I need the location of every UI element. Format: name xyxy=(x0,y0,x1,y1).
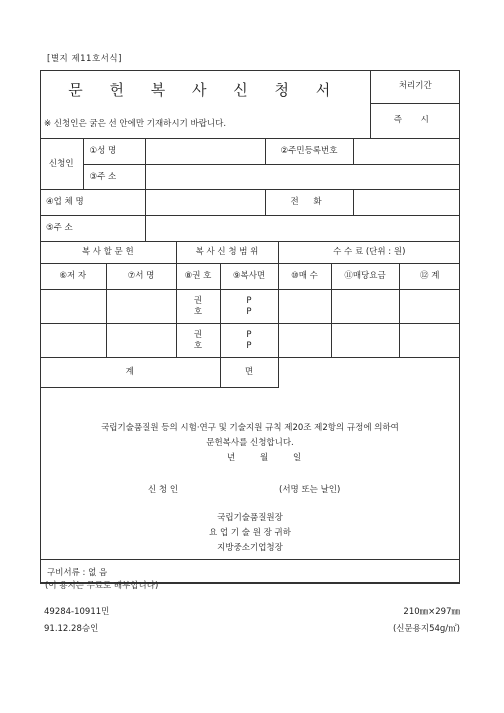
footer-divider xyxy=(40,583,460,584)
author-cell[interactable] xyxy=(40,290,106,324)
book-title-cell[interactable] xyxy=(106,324,176,358)
statement-line-2: 문헌복사를 신청합니다. xyxy=(206,438,294,448)
author-cell[interactable] xyxy=(40,324,106,358)
total-pages-label: 면 xyxy=(220,358,278,388)
group-header-fee: 수 수 료 (단위 : 원) xyxy=(278,242,460,264)
book-title-cell[interactable] xyxy=(106,290,176,324)
group-header-document: 복 사 할 문 헌 xyxy=(40,242,176,264)
form-code: 49284-10911민 xyxy=(44,607,110,617)
col-header-unit-fee: ⑪매당요금 xyxy=(331,264,399,290)
date-day: 일 xyxy=(293,453,302,463)
total-cell[interactable] xyxy=(399,290,460,324)
company-label: ④업 체 명 xyxy=(40,190,145,216)
company-address-label: ⑤주 소 xyxy=(40,216,145,242)
company-field[interactable] xyxy=(145,190,265,216)
volume-cell[interactable] xyxy=(176,324,220,358)
name-label: ①성 명 xyxy=(83,139,145,165)
unit-fee-cell[interactable] xyxy=(331,290,399,324)
volume-mark: 권 xyxy=(193,329,203,340)
paper-size: 210㎜×297㎜ xyxy=(403,607,460,617)
recipient-1: 국립기술품질원장 xyxy=(217,513,283,523)
page-mark: P xyxy=(246,329,252,340)
recipient-2: 요 업 기 술 원 장 귀하 xyxy=(209,528,291,538)
applicant-sign-label: 신 청 인 xyxy=(148,485,179,495)
number-mark: 호 xyxy=(193,340,203,351)
col-header-sheets: ⑩매 수 xyxy=(278,264,331,290)
phone-field[interactable] xyxy=(353,190,460,216)
attachments-line-1: 구비서류 : 없 음 xyxy=(47,568,108,578)
paper-type: (신문용지54g/㎡) xyxy=(392,624,460,634)
table-row xyxy=(40,324,460,358)
sign-or-seal-label: (서명 또는 날인) xyxy=(279,485,341,495)
applicant-section-label: 신청인 xyxy=(40,139,83,190)
statement-line-1: 국립기술품질원 등의 시험·연구 및 기술지원 규칙 제20조 제2항의 규정에 의하여 xyxy=(101,423,399,433)
pages-cell[interactable] xyxy=(220,290,278,324)
sheets-cell[interactable] xyxy=(278,290,331,324)
col-header-total: ⑫ 계 xyxy=(399,264,460,290)
address-field[interactable] xyxy=(145,165,460,190)
recipient-3: 지방중소기업청장 xyxy=(217,543,283,553)
col-header-author: ⑥저 자 xyxy=(40,264,106,290)
rrn-label: ②주민등록번호 xyxy=(265,139,353,165)
page-mark: P xyxy=(246,340,252,351)
name-field[interactable] xyxy=(145,139,265,165)
title-cell xyxy=(40,70,370,138)
total-row-label: 계 xyxy=(40,358,220,388)
form-label: [별지 제11호서식] xyxy=(47,54,122,64)
form-title: 문 헌 복 사 신 청 서 xyxy=(68,81,342,100)
number-mark: 호 xyxy=(193,306,203,317)
processing-value: 즉 시 xyxy=(370,103,460,138)
col-header-pages: ⑨복사면 xyxy=(220,264,278,290)
company-address-field[interactable] xyxy=(145,216,460,242)
col-header-volume: ⑧권 호 xyxy=(176,264,220,290)
attachments-divider xyxy=(40,559,460,560)
volume-mark: 권 xyxy=(193,295,203,306)
table-row xyxy=(40,290,460,324)
page-mark: P xyxy=(246,295,252,306)
volume-cell[interactable] xyxy=(176,290,220,324)
date-month: 월 xyxy=(260,453,269,463)
attachments-line-2: (이 용지는 무료로 배부합니다) xyxy=(45,581,159,591)
instruction-note: ※ 신청인은 굵은 선 안에만 기재하시기 바랍니다. xyxy=(44,118,227,129)
processing-header: 처리기간 xyxy=(370,70,460,103)
total-fee-area xyxy=(278,358,460,388)
address-label: ③주 소 xyxy=(83,165,145,190)
total-cell[interactable] xyxy=(399,324,460,358)
rrn-field[interactable] xyxy=(353,139,460,165)
title-table xyxy=(40,70,460,139)
page-mark: P xyxy=(246,306,252,317)
pages-cell[interactable] xyxy=(220,324,278,358)
group-header-range: 복 사 신 청 범 위 xyxy=(176,242,278,264)
copy-table xyxy=(40,241,460,388)
phone-label: 전 화 xyxy=(265,190,353,216)
approval-date: 91.12.28승인 xyxy=(44,624,99,634)
date-year: 년 xyxy=(227,453,236,463)
unit-fee-cell[interactable] xyxy=(331,324,399,358)
col-header-book-title: ⑦서 명 xyxy=(106,264,176,290)
applicant-table xyxy=(40,138,460,242)
sheets-cell[interactable] xyxy=(278,324,331,358)
